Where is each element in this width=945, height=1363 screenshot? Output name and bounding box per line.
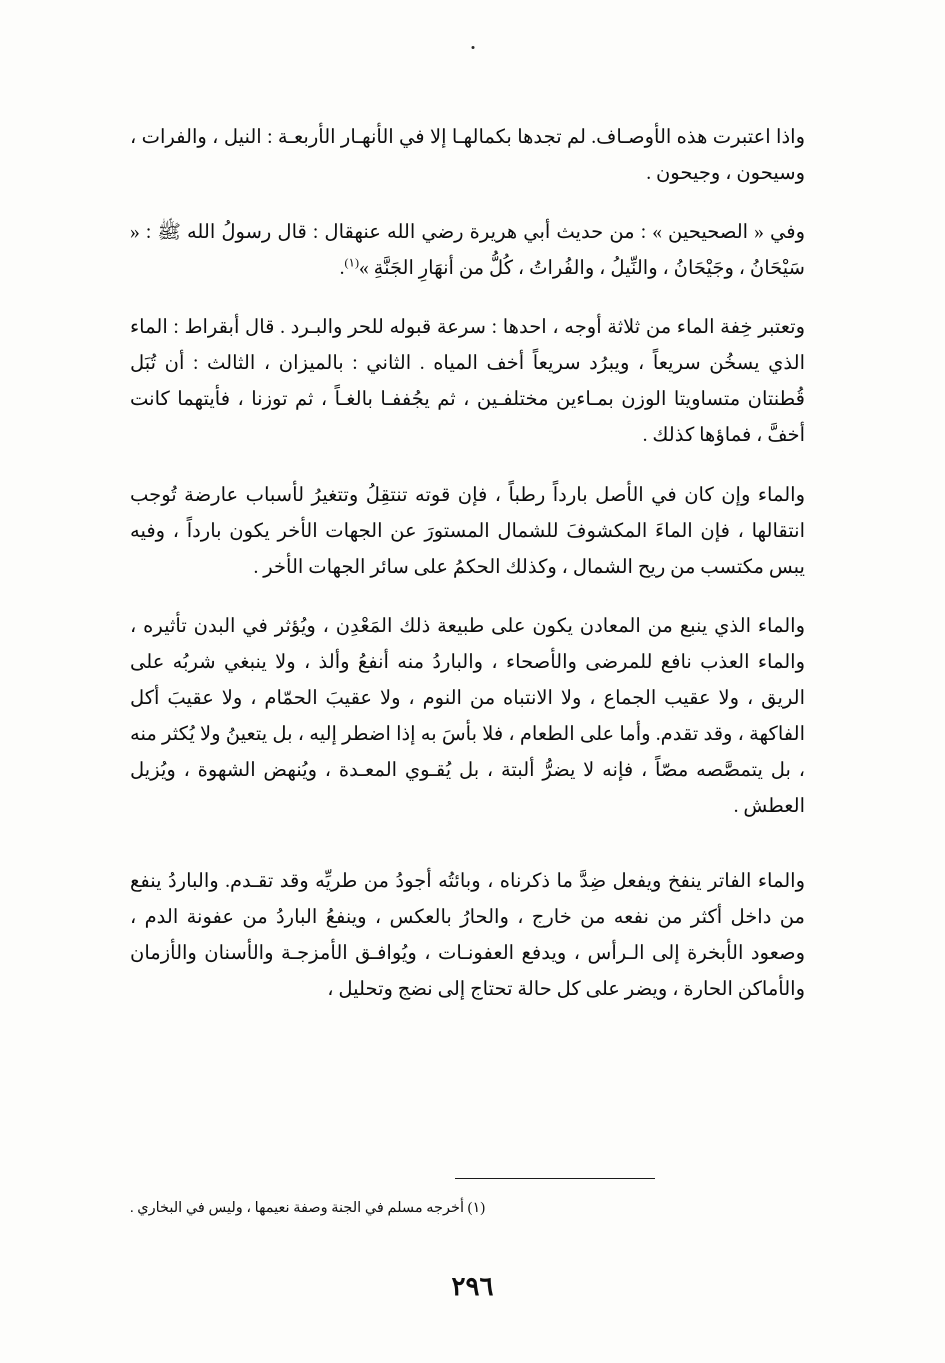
paragraph-3: وتعتبر خِفة الماء من ثلاثة أوجه ، احدها : سرعة قبوله للحر والبـرد . قال أبقراط : الماء الذي يسخُن سريعاً ، ويبرُد سريعاً أخف المياه . الثاني : بالميزان ، الثالث : أن تُبَل قُطنتان متساويتا الوزن بمـاءين مختلفـين ، ثم يجُففـا بالغـاً ، ثم توزنا ، فأيتهما كانت أخفَّ ، فماؤها كذلك . bbox=[130, 317, 805, 447]
paragraph-6: والماء الفاتر ينفخ ويفعل ضِدَّ ما ذكرناه ، وبائتُه أجودُ من طريِّه وقد تقـدم. والباردُ ينفع من داخل أكثر من نفعه من خارج ، والحارُ بالعكس ، وينفعُ الباردُ من عفونة الدم ، وصعود الأبخرة إلى الـرأس ، ويدفع العفونـات ، ويُوافـق الأمزجـة والأسنان والأزمان والأماكن الحارة ، ويضر على كل حالة تحتاج إلى نضج وتحليل ، bbox=[130, 871, 805, 1001]
footnote-text: (١) أخرجه مسلم في الجنة وصفة نعيمها ، وليس في البخاري . bbox=[130, 1200, 486, 1216]
footnote-reference: (١) bbox=[344, 255, 359, 270]
page-top-mark bbox=[471, 46, 474, 49]
paragraph-1: واذا اعتبرت هذه الأوصـاف. لم تجدها بكمالهـا إلا في الأنهـار الأربعـة : النيل ، والفرات ، وسيحون ، وجيحون . bbox=[130, 127, 805, 185]
paragraph-spacer bbox=[130, 848, 805, 864]
footnote-area bbox=[130, 1196, 805, 1221]
paragraph-4: والماء وإن كان في الأصل بارداً رطباً ، فإن قوته تنتقِلُ وتتغيرُ لأسباب عارضة تُوجب انتقالها ، فإن الماءَ المكشوفَ للشمال المستورَ عن الجهات الأخر يكون بارداً ، وفيه يبس مكتسب من ريح الشمال ، وكذلك الحكمُ على سائر الجهات الأخر . bbox=[130, 484, 805, 578]
paragraph-2-trailing: . bbox=[339, 258, 345, 280]
paragraph-2-text: وفي « الصحيحين » : من حديث أبي هريرة رضي الله عنهقال : قال رسولُ الله ﷺ : « سَيْحَانُ ، وجَيْحَانُ ، والنِّيلُ ، والفُراتُ ، كُلُّ من أنهَارِ الجَنَّةِ » bbox=[130, 222, 805, 280]
page-number: ٢٩٦ bbox=[451, 1272, 494, 1301]
paragraph-2 bbox=[130, 215, 805, 287]
footnote-separator bbox=[455, 1178, 655, 1179]
page-body bbox=[130, 120, 805, 1031]
paragraph-5: والماء الذي ينبع من المعادن يكون على طبيعة ذلك المَعْدِن ، ويُؤثر في البدن تأثيره ، والماء العذب نافع للمرضى والأصحاء ، والباردُ منه أنفعُ وألذ ، ولا ينبغي شربُه على الريق ، ولا عقيب الجماع ، ولا الانتباه من النوم ، ولا عقيبَ الحمّام ، ولا عقيبَ أكل الفاكهة ، وقد تقدم. وأما على الطعام ، فلا بأسَ به إذا اضطر إليه ، بل يتعينُ ولا يُكثر منه ، بل يتمصَّصه مصّاً ، فإنه لا يضرُّ ألبتة ، بل يُقـوي المعـدة ، ويُنهض الشهوة ، ويُزيل العطش . bbox=[130, 615, 805, 817]
